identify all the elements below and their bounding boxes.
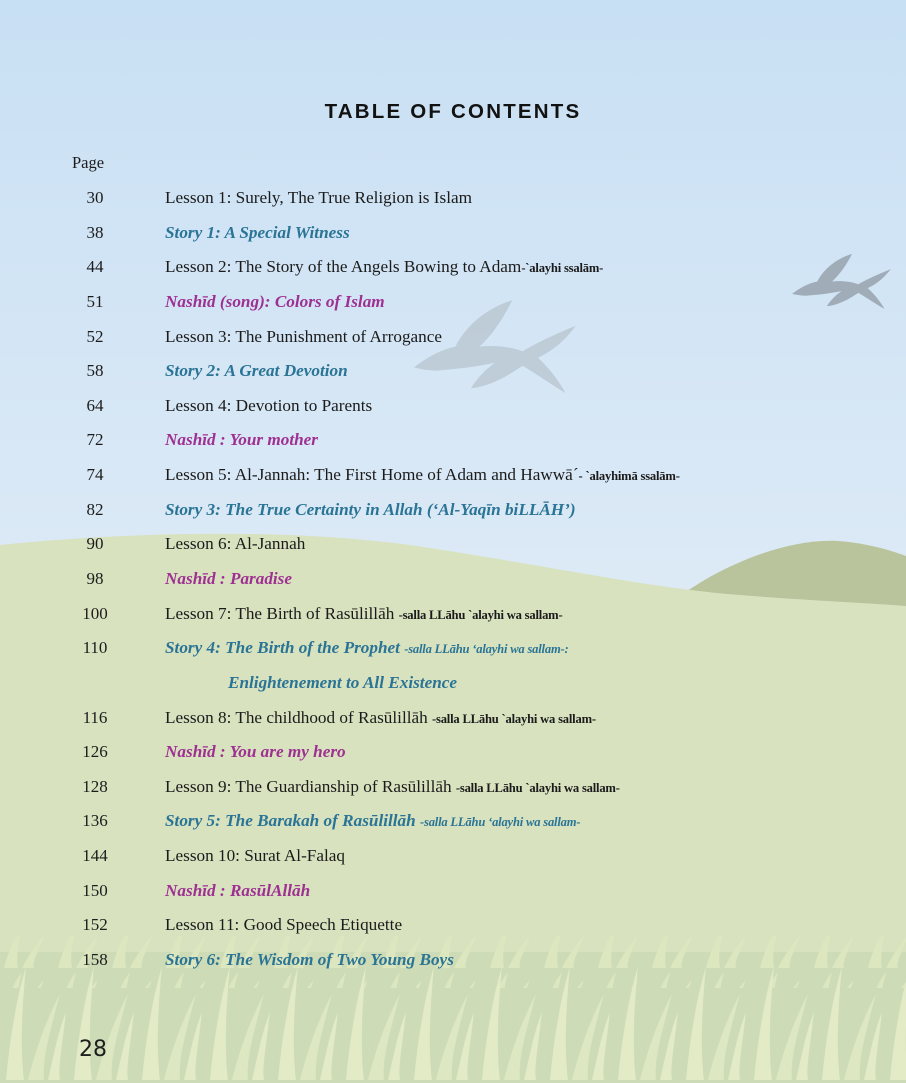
toc-row [0, 908, 906, 943]
toc-entry-title: Story 5: The Barakah of Rasūlillāh -salla LLāhu ʻalayhi wa sallam- [165, 811, 581, 831]
toc-page-number: 98 [86, 569, 104, 588]
toc-row [0, 388, 906, 423]
toc-entry-title: Story 1: A Special Witness [165, 222, 350, 242]
toc-row [0, 666, 906, 701]
toc-page-number: 150 [82, 880, 108, 900]
toc-row [0, 181, 906, 216]
toc-page-number: 158 [82, 950, 108, 970]
toc-header-row [0, 146, 906, 181]
toc-entry-title: Lesson 6: Al-Jannah [165, 534, 306, 554]
toc-entry-title: Story 4: The Birth of the Prophet -salla LLāhu ʻalayhi wa sallam-: [165, 638, 569, 658]
toc-page-number: 136 [82, 811, 108, 831]
toc-row [0, 562, 906, 597]
toc-entry-title: Lesson 10: Surat Al-Falaq [165, 846, 345, 866]
toc-page-number: 116 [82, 707, 108, 727]
toc-page-number: 82 [86, 499, 104, 519]
toc-row [0, 804, 906, 839]
toc-row [0, 285, 906, 320]
toc-page-number: 100 [82, 603, 108, 623]
toc-entry-title: Lesson 8: The childhood of Rasūlillāh -salla LLāhu `alayhi wa sallam- [165, 707, 596, 727]
toc-entry-title: Enlightenement to All Existence [228, 672, 458, 692]
toc-page-number: 90 [86, 534, 104, 554]
toc-page-number: 58 [86, 361, 104, 381]
toc-entry-title: Lesson 5: Al-Jannah: The First Home of Adam and Hawwā´- `alayhimā ssalām- [165, 465, 680, 485]
toc-row [0, 319, 906, 354]
toc-entry-title: Lesson 2: The Story of the Angels Bowing to Adam-`alayhi ssalām- [165, 257, 604, 277]
toc-row [0, 596, 906, 631]
toc-row [0, 735, 906, 770]
toc-row [0, 423, 906, 458]
toc-page-number: 44 [86, 257, 104, 277]
toc-row [0, 839, 906, 874]
toc-entry-honorific: -`alayhi ssalām- [521, 261, 604, 276]
toc-entry-honorific: -salla LLāhu ʻalayhi wa sallam- [420, 815, 581, 830]
toc-row [0, 873, 906, 908]
toc-entry-title: Story 3: The True Certainty in Allah (‘Al-Yaqīn biLLĀH’) [165, 499, 576, 519]
toc-page-number: 30 [86, 187, 104, 207]
toc-entry-title: Lesson 7: The Birth of Rasūlillāh -salla LLāhu `alayhi wa sallam- [165, 603, 563, 623]
toc-row [0, 770, 906, 805]
toc-row [0, 492, 906, 527]
toc-entry-title: Nashīd : Paradise [165, 569, 293, 588]
toc-page-number: 52 [86, 326, 104, 346]
toc-row [0, 215, 906, 250]
toc-row [0, 700, 906, 735]
toc-page-number: 72 [86, 430, 104, 450]
toc-entry-honorific: -salla LLāhu `alayhi wa sallam- [432, 711, 596, 726]
toc-entry-honorific: - `alayhimā ssalām- [578, 469, 680, 484]
toc-page-number: 51 [86, 291, 104, 311]
toc-page-number: 144 [82, 846, 108, 866]
toc-entry-title: Nashīd : You are my hero [165, 742, 346, 762]
toc-page-number: 74 [86, 465, 104, 485]
page-column-label: Page [72, 153, 105, 173]
toc-entry-title: Lesson 1: Surely, The True Religion is Islam [165, 187, 472, 207]
toc-entry-title: Lesson 4: Devotion to Parents [165, 395, 373, 415]
toc-row [0, 458, 906, 493]
toc-row [0, 943, 906, 978]
toc-page-number: 128 [82, 776, 108, 796]
toc-entry-title: Lesson 3: The Punishment of Arrogance [165, 326, 443, 346]
toc-page-number: 38 [86, 222, 104, 242]
toc-row [0, 354, 906, 389]
toc-entry-title: Lesson 11: Good Speech Etiquette [165, 915, 403, 935]
toc-entry-title: Story 6: The Wisdom of Two Young Boys [165, 950, 454, 970]
toc-row [0, 527, 906, 562]
toc-entry-honorific: -salla LLāhu `alayhi wa sallam- [455, 780, 620, 795]
toc-row [0, 250, 906, 285]
toc-page-number: 64 [86, 395, 104, 415]
toc-entry-honorific: -salla LLāhu `alayhi wa sallam- [398, 607, 563, 622]
table-of-contents [0, 146, 906, 977]
toc-entry-title: Nashīd (song): Colors of Islam [165, 291, 385, 311]
toc-entry-title: Story 2: A Great Devotion [165, 361, 348, 381]
toc-page-number: 110 [82, 638, 108, 658]
toc-page-number: 126 [82, 742, 108, 762]
toc-entry-title: Nashīd : RasūlAllāh [165, 880, 311, 900]
toc-row [0, 631, 906, 666]
toc-entry-title: Lesson 9: The Guardianship of Rasūlillāh -salla LLāhu `alayhi wa sallam- [165, 776, 620, 796]
footer-page-number: 28 [79, 1037, 107, 1062]
toc-entry-honorific: -salla LLāhu ʻalayhi wa sallam-: [404, 642, 569, 657]
page-title: TABLE OF CONTENTS [324, 100, 582, 123]
toc-entry-title: Nashīd : Your mother [165, 430, 318, 450]
toc-page-number: 152 [82, 915, 108, 935]
